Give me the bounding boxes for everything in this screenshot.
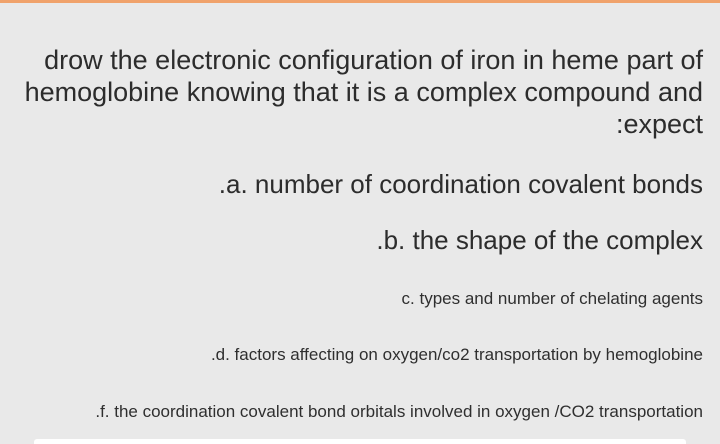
item-d: .d. factors affecting on oxygen/co2 transportation by hemoglobine [210,345,703,364]
bottom-card-edge [34,439,686,444]
item-c: c. types and number of chelating agents [401,289,703,308]
item-b: .b. the shape of the complex [376,225,703,255]
top-accent-bar [0,0,720,3]
question-content [13,44,703,423]
item-a: .a. number of coordination covalent bonds [218,169,703,199]
question-line-3: :expect [615,109,703,139]
question-line-2: hemoglobine knowing that it is a complex compound and [24,77,703,107]
item-f: .f. the coordination covalent bond orbitals involved in oxygen /CO2 transportation [95,402,703,421]
question-line-1: drow the electronic configuration of iron in heme part of [44,45,703,75]
